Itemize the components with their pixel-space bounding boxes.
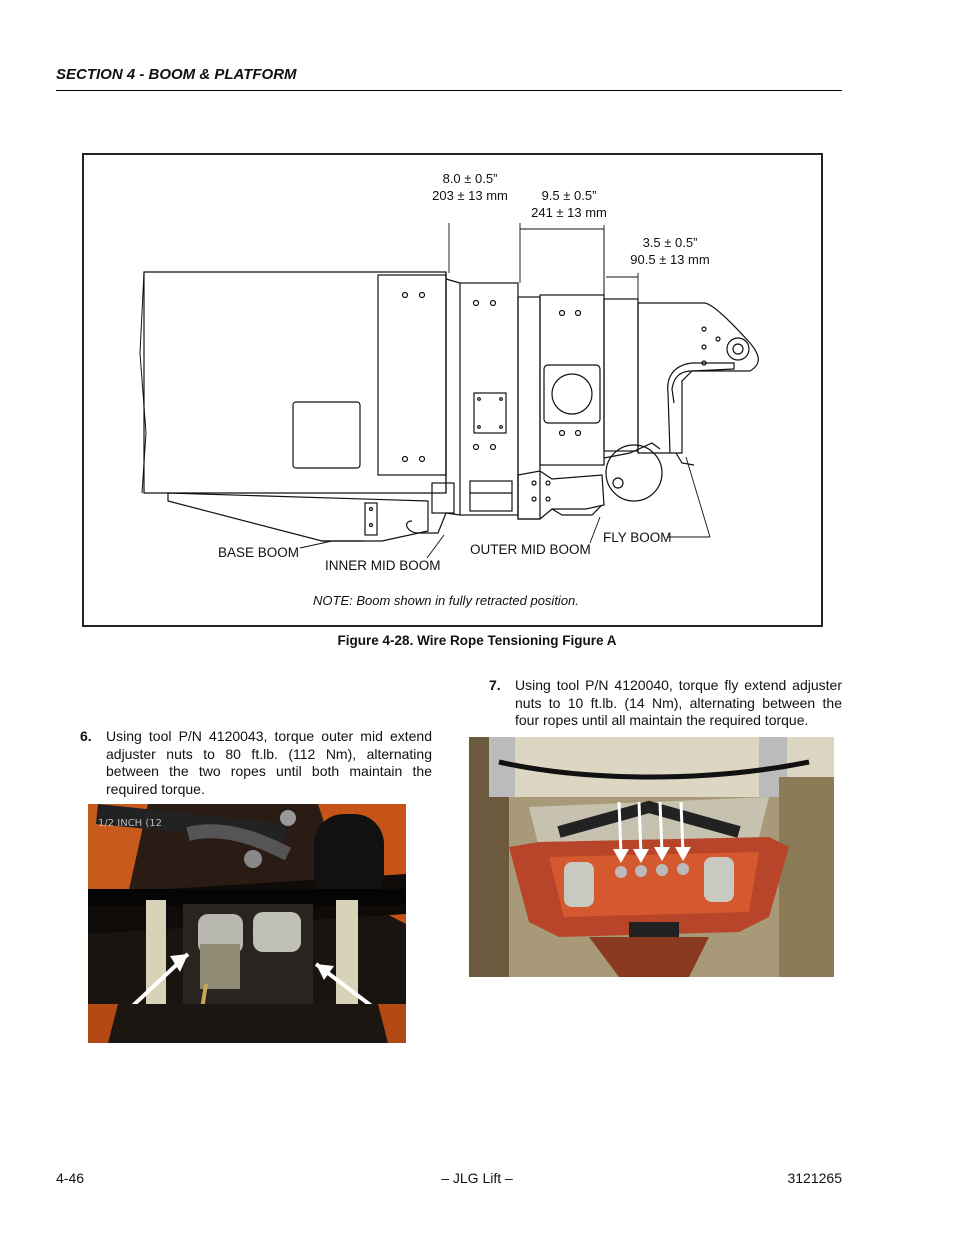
- label-fly-boom: FLY BOOM: [603, 530, 672, 545]
- step-6-text: Using tool P/N 4120043, torque outer mid extend adjuster nuts to 80 ft.lb. (112 Nm), alternating between the two ropes until both maintain the required torque.: [106, 728, 432, 797]
- inner-mid-boom-plate: [460, 283, 518, 515]
- photo-outer-mid-adjusters: [88, 804, 406, 1043]
- base-boom-end-plate: [378, 275, 446, 475]
- dim-3-mm: 90.5 ± 13 mm: [630, 252, 710, 267]
- section-header: SECTION 4 - BOOM & PLATFORM: [56, 66, 297, 83]
- step-7-text: Using tool P/N 4120040, torque fly extend adjuster nuts to 10 ft.lb. (14 Nm), alternating between the four ropes until all maintain the required torque.: [515, 677, 842, 728]
- label-inner-mid-boom: INNER MID BOOM: [325, 558, 441, 573]
- page-number: 4-46: [56, 1170, 85, 1186]
- dim-2-mm: 241 ± 13 mm: [531, 205, 607, 220]
- hose-label: 1/2 INCH (12: [98, 818, 163, 829]
- figure-caption: Figure 4-28. Wire Rope Tensioning Figure A: [337, 633, 617, 648]
- outer-mid-boom-plate: [518, 297, 540, 519]
- dim-1-inches: 8.0 ± 0.5”: [442, 171, 498, 186]
- header-rule: [56, 90, 842, 91]
- dim-2-inches: 9.5 ± 0.5”: [541, 188, 597, 203]
- step-7-number: 7.: [489, 677, 501, 693]
- boom-line-drawing: [82, 153, 823, 627]
- base-boom-bottom-plate: [168, 493, 428, 541]
- base-boom-outline: [144, 272, 446, 493]
- step-7: [489, 677, 842, 737]
- outer-mid-boom-head: [540, 295, 604, 465]
- photo-fly-adjusters: [469, 737, 834, 977]
- label-base-boom: BASE BOOM: [218, 545, 300, 560]
- label-outer-mid-boom: OUTER MID BOOM: [470, 542, 591, 557]
- step-6: [80, 728, 432, 803]
- footer-publisher: – JLG Lift –: [441, 1170, 513, 1186]
- dim-3-inches: 3.5 ± 0.5”: [642, 235, 698, 250]
- document-number: 3121265: [787, 1170, 842, 1186]
- dim-1-mm: 203 ± 13 mm: [432, 188, 508, 203]
- fly-boom-plate: [604, 299, 638, 451]
- fly-boom-head: [638, 303, 758, 453]
- figure-note: NOTE: Boom shown in fully retracted position.: [313, 593, 579, 608]
- base-boom-access-panel: [293, 402, 360, 468]
- step-6-number: 6.: [80, 728, 92, 744]
